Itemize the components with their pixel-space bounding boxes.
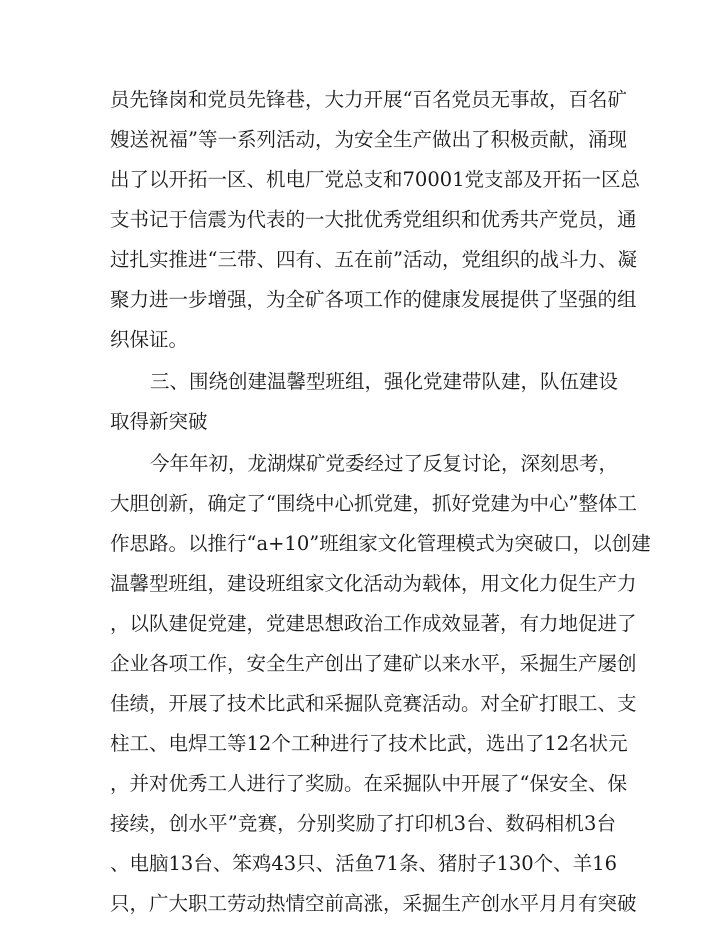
text-line: 织保证。 xyxy=(110,328,189,351)
text-line: ，以队建促党建，党建思想政治工作成效显著，有力地促进了 xyxy=(110,612,637,635)
text-line: 员先锋岗和党员先锋巷，大力开展“百名党员无事故，百名矿 xyxy=(110,88,627,111)
text-line: ，并对优秀工人进行了奖励。在采掘队中开展了“保安全、保 xyxy=(110,772,627,795)
text-line: 聚力进一步增强，为全矿各项工作的健康发展提供了坚强的组 xyxy=(110,288,637,311)
text-line: 佳绩，开展了技术比武和采掘队竞赛活动。对全矿打眼工、支 xyxy=(110,692,637,715)
text-line: 企业各项工作，安全生产创出了建矿以来水平，采掘生产屡创 xyxy=(110,652,637,675)
text-line: 柱工、电焊工等12个工种进行了技术比武，选出了12名状元 xyxy=(110,732,628,755)
text-line: 支书记于信震为代表的一大批优秀党组织和优秀共产党员，通 xyxy=(110,208,637,231)
text-line: 出了以开拓一区、机电厂党总支和70001党支部及开拓一区总 xyxy=(110,168,641,191)
text-line: 大胆创新，确定了“围绕中心抓党建，抓好党建为中心”整体工 xyxy=(110,492,637,515)
text-line: 只，广大职工劳动热情空前高涨，采掘生产创水平月月有突破 xyxy=(110,892,637,915)
section-heading-line: 三、围绕创建温馨型班组，强化党建带队建，队伍建设 xyxy=(150,370,619,393)
text-line: 温馨型班组，建设班组家文化活动为载体，用文化力促生产力 xyxy=(110,572,637,595)
section-heading-line: 取得新突破 xyxy=(110,410,208,433)
text-line: 今年年初，龙湖煤矿党委经过了反复讨论，深刻思考， xyxy=(150,452,619,475)
text-line: 、电脑13台、笨鸡43只、活鱼71条、猪肘子130个、羊16 xyxy=(110,852,617,875)
text-line: 过扎实推进“三带、四有、五在前”活动，党组织的战斗力、凝 xyxy=(110,248,637,271)
text-line: 作思路。以推行“a+10”班组家文化管理模式为突破口，以创建 xyxy=(110,532,651,555)
text-line: 接续，创水平”竞赛，分别奖励了打印机3台、数码相机3台 xyxy=(110,812,616,835)
text-line: 嫂送祝福”等一系列活动，为安全生产做出了积极贡献，涌现 xyxy=(110,128,627,151)
